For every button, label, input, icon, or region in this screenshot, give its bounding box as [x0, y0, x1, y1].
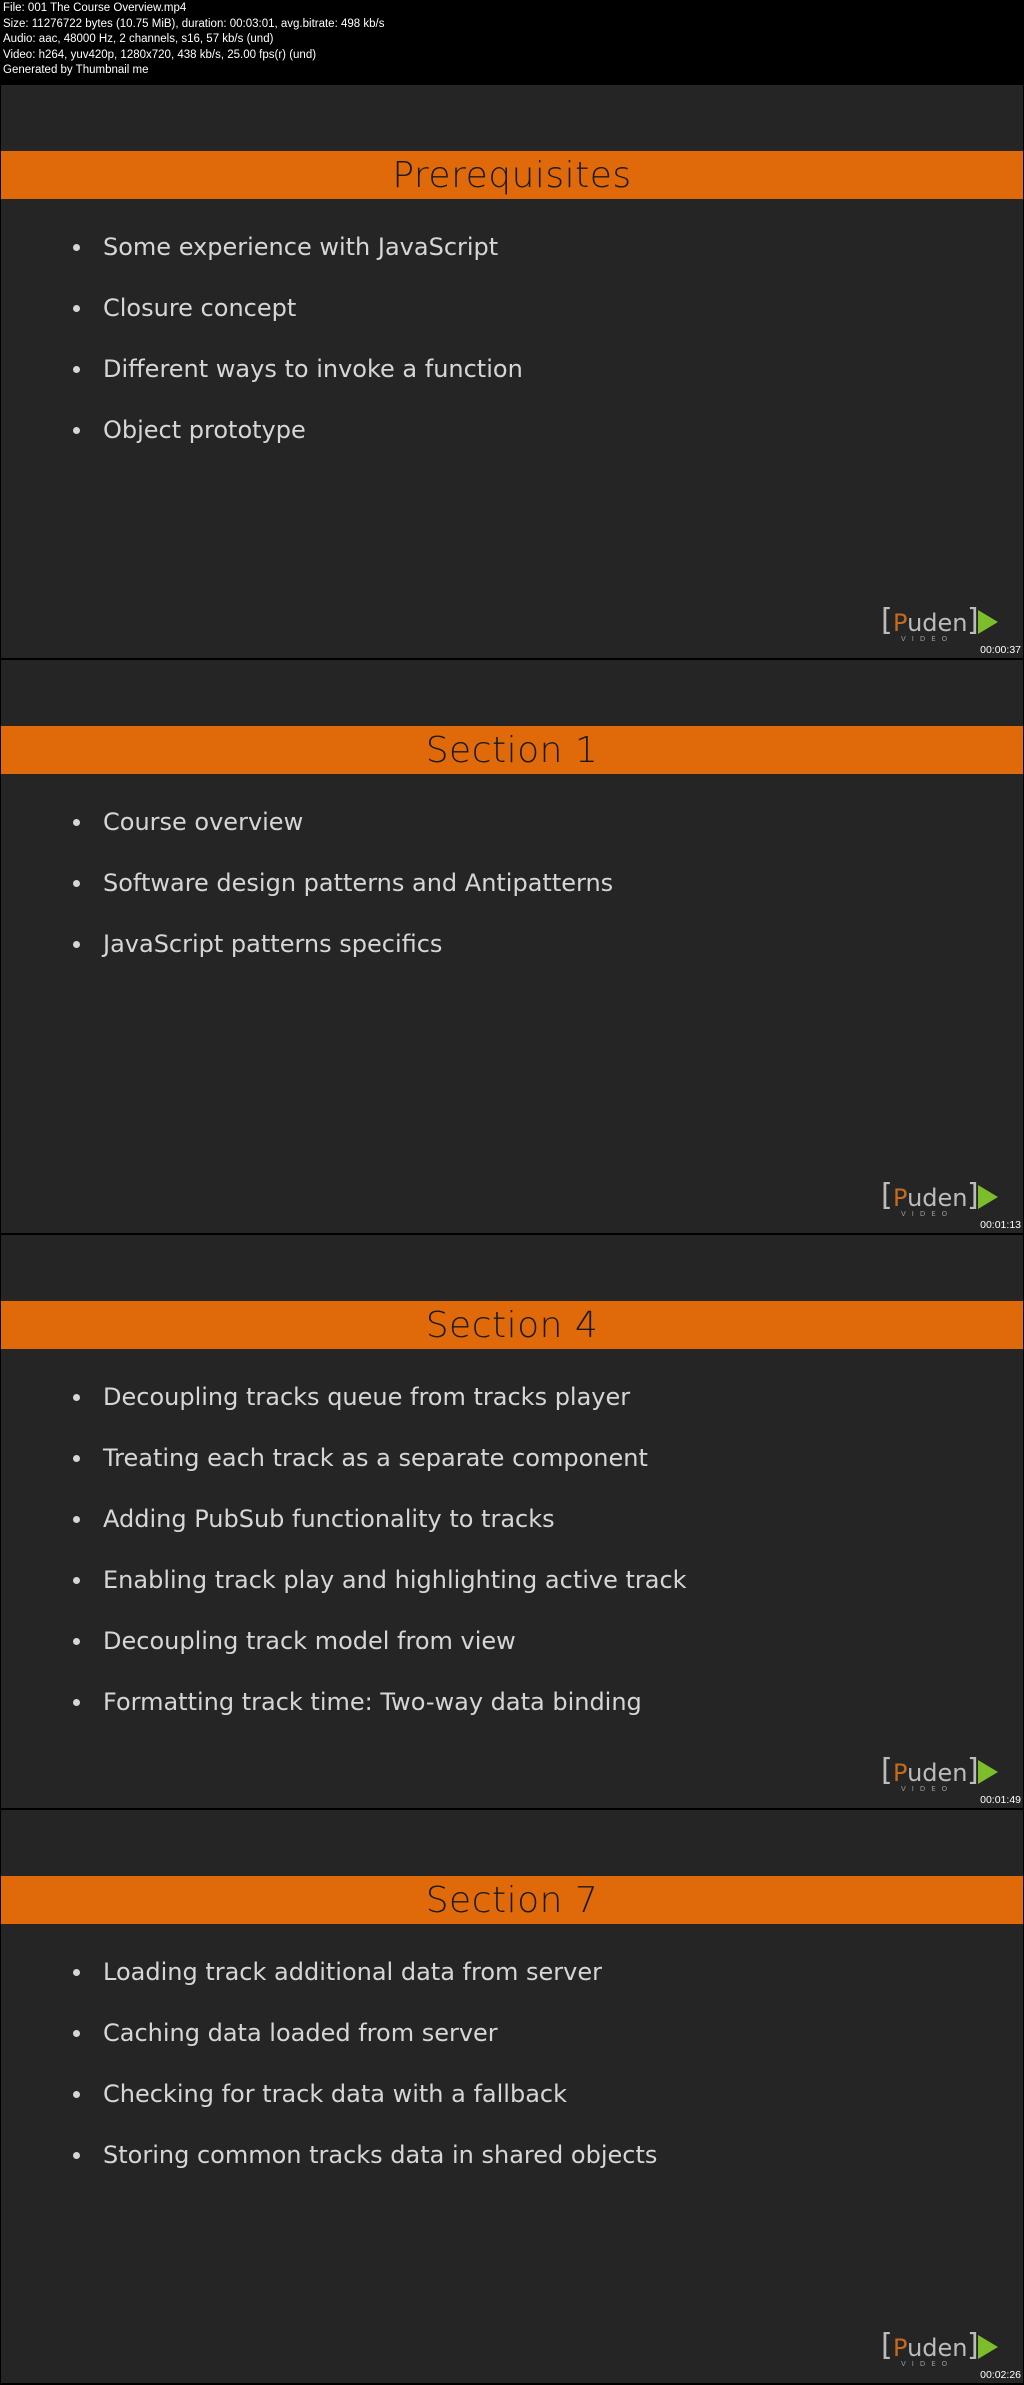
- bullet-text: Loading track additional data from server: [103, 1958, 602, 1986]
- bullet-item: [73, 1505, 687, 1566]
- bullet-text: Course overview: [103, 808, 304, 836]
- bullet-text: Checking for track data with a fallback: [103, 2080, 568, 2108]
- bullet-text: JavaScript patterns specifics: [103, 930, 443, 958]
- logo-subtitle: VIDEO: [901, 635, 954, 643]
- slide-title: Section 4: [425, 1304, 599, 1346]
- bullet-dot-icon: [73, 1394, 80, 1401]
- bullet-item: [73, 1688, 687, 1749]
- logo-word: uden: [907, 1759, 968, 1787]
- bullet-text: Decoupling tracks queue from tracks player: [103, 1383, 631, 1411]
- slide-title-banner: [1, 1876, 1023, 1924]
- logo-bracket-right: ]: [967, 603, 979, 638]
- bullet-dot-icon: [73, 941, 80, 948]
- bullet-list: [73, 1958, 657, 2202]
- logo-wordmark: [893, 611, 967, 635]
- bullet-item: [73, 808, 613, 869]
- bullet-item: [73, 869, 613, 930]
- slide-title-banner: [1, 151, 1023, 199]
- bullet-text: Different ways to invoke a function: [103, 355, 523, 383]
- info-video: Video: h264, yuv420p, 1280x720, 438 kb/s, 25.00 fps(r) (und): [3, 48, 317, 61]
- logo-bracket-left: [: [881, 1753, 893, 1788]
- bullet-item: [73, 233, 523, 294]
- brand-logo: [881, 2328, 1001, 2368]
- bullet-text: Treating each track as a separate component: [103, 1444, 648, 1472]
- bullet-dot-icon: [73, 427, 80, 434]
- logo-bracket-left: [: [881, 2328, 893, 2363]
- bullet-text: Object prototype: [103, 416, 306, 444]
- bullet-list: [73, 233, 523, 477]
- logo-letter: P: [893, 1184, 908, 1212]
- bullet-dot-icon: [73, 2091, 80, 2098]
- video-frame-4: [1, 1810, 1023, 2383]
- bullet-dot-icon: [73, 366, 80, 373]
- bullet-item: [73, 1627, 687, 1688]
- logo-word: uden: [907, 609, 968, 637]
- bullet-item: [73, 355, 523, 416]
- frame-timestamp: 00:00:37: [980, 644, 1021, 656]
- bullet-text: Formatting track time: Two-way data binding: [103, 1688, 642, 1716]
- play-icon: [978, 610, 998, 634]
- slide-title: Prerequisites: [392, 154, 632, 196]
- video-frame-3: [1, 1235, 1023, 1808]
- brand-logo: [881, 603, 1001, 643]
- bullet-item: [73, 930, 613, 991]
- logo-letter: P: [893, 2334, 908, 2362]
- bullet-dot-icon: [73, 305, 80, 312]
- logo-letter: P: [893, 1759, 908, 1787]
- info-audio: Audio: aac, 48000 Hz, 2 channels, s16, 57 kb/s (und): [3, 33, 274, 45]
- logo-wordmark: [893, 1761, 967, 1785]
- logo-bracket-left: [: [881, 603, 893, 638]
- slide-title-banner: [1, 1301, 1023, 1349]
- info-size: Size: 11276722 bytes (10.75 MiB), duration: 00:03:01, avg.bitrate: 498 kb/s: [3, 17, 385, 30]
- bullet-text: Caching data loaded from server: [103, 2019, 498, 2047]
- logo-wordmark: [893, 2336, 967, 2360]
- bullet-text: Software design patterns and Antipatterns: [103, 869, 614, 897]
- bullet-dot-icon: [73, 1577, 80, 1584]
- logo-wordmark: [893, 1186, 967, 1210]
- logo-subtitle: VIDEO: [901, 1785, 954, 1793]
- slide-title-banner: [1, 726, 1023, 774]
- frame-timestamp: 00:01:13: [980, 1219, 1021, 1231]
- bullet-item: [73, 416, 523, 477]
- bullet-dot-icon: [73, 1455, 80, 1462]
- bullet-dot-icon: [73, 1516, 80, 1523]
- bullet-dot-icon: [73, 244, 80, 251]
- logo-subtitle: VIDEO: [901, 1210, 954, 1218]
- video-frame-1: [1, 85, 1023, 658]
- video-frame-2: [1, 660, 1023, 1233]
- bullet-dot-icon: [73, 1638, 80, 1645]
- bullet-item: [73, 2141, 657, 2202]
- play-icon: [978, 1760, 998, 1784]
- bullet-text: Closure concept: [103, 294, 297, 322]
- frame-timestamp: 00:02:26: [980, 2369, 1021, 2381]
- bullet-item: [73, 1383, 687, 1444]
- slide-title: Section 7: [425, 1879, 599, 1921]
- bullet-text: Enabling track play and highlighting active track: [103, 1566, 687, 1594]
- bullet-item: [73, 1444, 687, 1505]
- bullet-dot-icon: [73, 2152, 80, 2159]
- logo-word: uden: [907, 1184, 968, 1212]
- info-generator: Generated by Thumbnail me: [3, 64, 149, 76]
- bullet-item: [73, 294, 523, 355]
- bullet-item: [73, 1566, 687, 1627]
- bullet-dot-icon: [73, 1699, 80, 1706]
- play-icon: [978, 1185, 998, 1209]
- bullet-item: [73, 2019, 657, 2080]
- play-icon: [978, 2335, 998, 2359]
- bullet-dot-icon: [73, 1969, 80, 1976]
- bullet-text: Storing common tracks data in shared objects: [103, 2141, 658, 2169]
- bullet-text: Decoupling track model from view: [103, 1627, 516, 1655]
- slide-title: Section 1: [425, 729, 599, 771]
- logo-subtitle: VIDEO: [901, 2360, 954, 2368]
- bullet-dot-icon: [73, 2030, 80, 2037]
- logo-word: uden: [907, 2334, 968, 2362]
- brand-logo: [881, 1753, 1001, 1793]
- bullet-list: [73, 808, 613, 991]
- bullet-text: Adding PubSub functionality to tracks: [103, 1505, 555, 1533]
- bullet-dot-icon: [73, 819, 80, 826]
- bullet-text: Some experience with JavaScript: [103, 233, 499, 261]
- frame-timestamp: 00:01:49: [980, 1794, 1021, 1806]
- bullet-item: [73, 2080, 657, 2141]
- logo-letter: P: [893, 609, 908, 637]
- logo-bracket-right: ]: [967, 1753, 979, 1788]
- logo-bracket-left: [: [881, 1178, 893, 1213]
- bullet-dot-icon: [73, 880, 80, 887]
- video-info-header: [0, 0, 1024, 84]
- bullet-list: [73, 1383, 687, 1749]
- brand-logo: [881, 1178, 1001, 1218]
- logo-bracket-right: ]: [967, 1178, 979, 1213]
- logo-bracket-right: ]: [967, 2328, 979, 2363]
- info-file: File: 001 The Course Overview.mp4: [3, 2, 187, 14]
- bullet-item: [73, 1958, 657, 2019]
